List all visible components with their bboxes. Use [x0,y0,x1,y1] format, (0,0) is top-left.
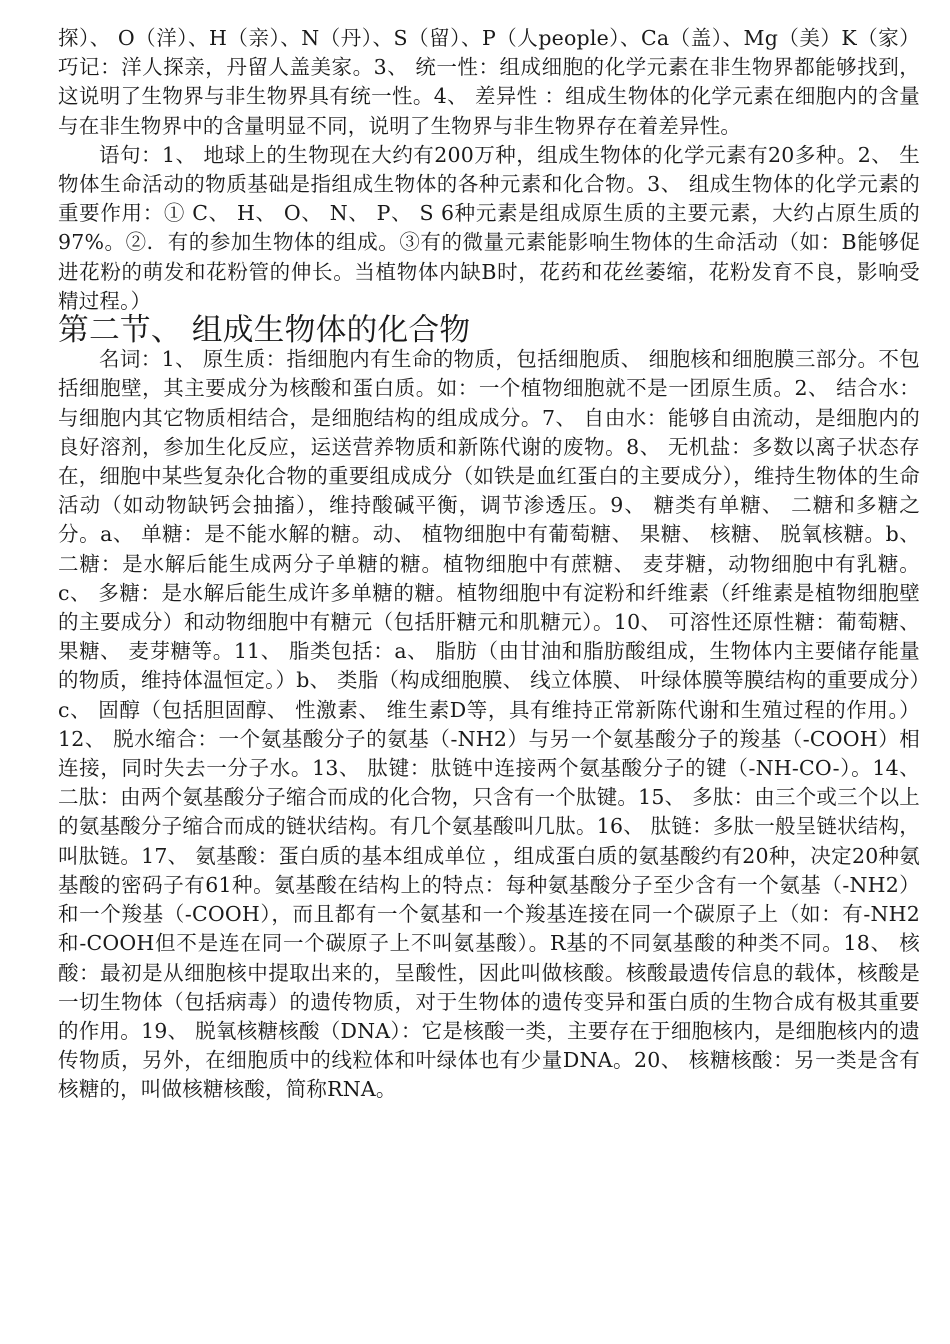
paragraph-elements-continued: 探）、 O（洋）、H（亲）、N（丹）、S（留）、P（人people）、Ca（盖）、Mg（美）K（家） 巧记：洋人探亲，丹留人盖美家。3、 统一性：组成细胞的化学元素在非生物界都能够找到，这说明了生物界与非生物界具有统一性。4、 差异性 ：组成生物体的化学元素在细胞内的含量与在非生物界中的含量明显不同，说明了生物界与非生物界存在着差异性。 [58,26,920,138]
section-heading: 第二节、 组成生物体的化合物 [58,312,471,349]
paragraph-statements: 语句：1、 地球上的生物现在大约有200万种，组成生物体的化学元素有20多种。2、 生物体生命活动的物质基础是指组成生物体的各种元素和化合物。3、 组成生物体的化学元素的重要作用：① C、 H、 O、 N、 P、 S 6种元素是组成原生质的主要元素，大约占原生质的97%。②．有的参加生物体的组成。③有的微量元素能影响生物体的生命活动（如：B能够促进花粉的萌发和花粉管的伸长。当植物体内缺B时，花药和花丝萎缩，花粉发育不良，影响受精过程。） [58,142,920,313]
paragraph-terms: 名词：1、 原生质：指细胞内有生命的物质，包括细胞质、 细胞核和细胞膜三部分。不包括细胞壁，其主要成分为核酸和蛋白质。如：一个植物细胞就不是一团原生质。2、 结合水：与细胞内其它物质相结合，是细胞结构的组成成分。7、 自由水：能够自由流动，是细胞内的良好溶剂，参加生化反应，运送营养物质和新陈代谢的废物。8、 无机盐：多数以离子状态存在，细胞中某些复杂化合物的重要组成成分（如铁是血红蛋白的主要成分），维持生物体的生命活动（如动物缺钙会抽搐），维持酸碱平衡，调节渗透压。9、 糖类有单糖、 二糖和多糖之分。a、 单糖：是不能水解的糖。动、 植物细胞中有葡萄糖、 果糖、 核糖、 脱氧核糖。b、 二糖：是水解后能生成两分子单糖的糖。植物细胞中有蔗糖、 麦芽糖，动物细胞中有乳糖。c、 多糖：是水解后能生成许多单糖的糖。植物细胞中有淀粉和纤维素（纤维素是植物细胞壁的主要成分）和动物细胞中有糖元（包括肝糖元和肌糖元）。10、 可溶性还原性糖：葡萄糖、 果糖、 麦芽糖等。11、 脂类包括：a、 脂肪（由甘油和脂肪酸组成，生物体内主要储存能量的物质，维持体温恒定。）b、 类脂（构成细胞膜、 线立体膜、 叶绿体膜等膜结构的重要成分）c、 固醇（包括胆固醇、 性激素、 维生素D等，具有维持正常新陈代谢和生殖过程的作用。）12、 脱水缩合：一个氨基酸分子的氨基（-NH2）与另一个氨基酸分子的羧基（-COOH）相连接，同时失去一分子水。13、 肽键：肽链中连接两个氨基酸分子的键（-NH-CO-）。14、 二肽：由两个氨基酸分子缩合而成的化合物，只含有一个肽键。15、 多肽：由三个或三个以上的氨基酸分子缩合而成的链状结构。有几个氨基酸叫几肽。16、 肽链：多肽一般呈链状结构，叫肽链。17、 氨基酸：蛋白质的基本组成单位 ，组成蛋白质的氨基酸约有20种，决定20种氨基酸的密码子有61种。氨基酸在结构上的特点：每种氨基酸分子至少含有一个氨基（-NH2）和一个羧基（-COOH），而且都有一个氨基和一个羧基连接在同一个碳原子上（如：有-NH2和-COOH但不是连在同一个碳原子上不叫氨基酸）。R基的不同氨基酸的种类不同。18、 核酸：最初是从细胞核中提取出来的，呈酸性，因此叫做核酸。核酸最遗传信息的载体，核酸是一切生物体（包括病毒）的遗传物质，对于生物体的遗传变异和蛋白质的生物合成有极其重要的作用。19、 脱氧核糖核酸（DNA）：它是核酸一类，主要存在于细胞核内，是细胞核内的遗传物质，另外，在细胞质中的线粒体和叶绿体也有少量DNA。20、 核糖核酸：另一类是含有核糖的，叫做核糖核酸，简称RNA。 [58,347,920,1102]
document-page [58,24,920,1105]
